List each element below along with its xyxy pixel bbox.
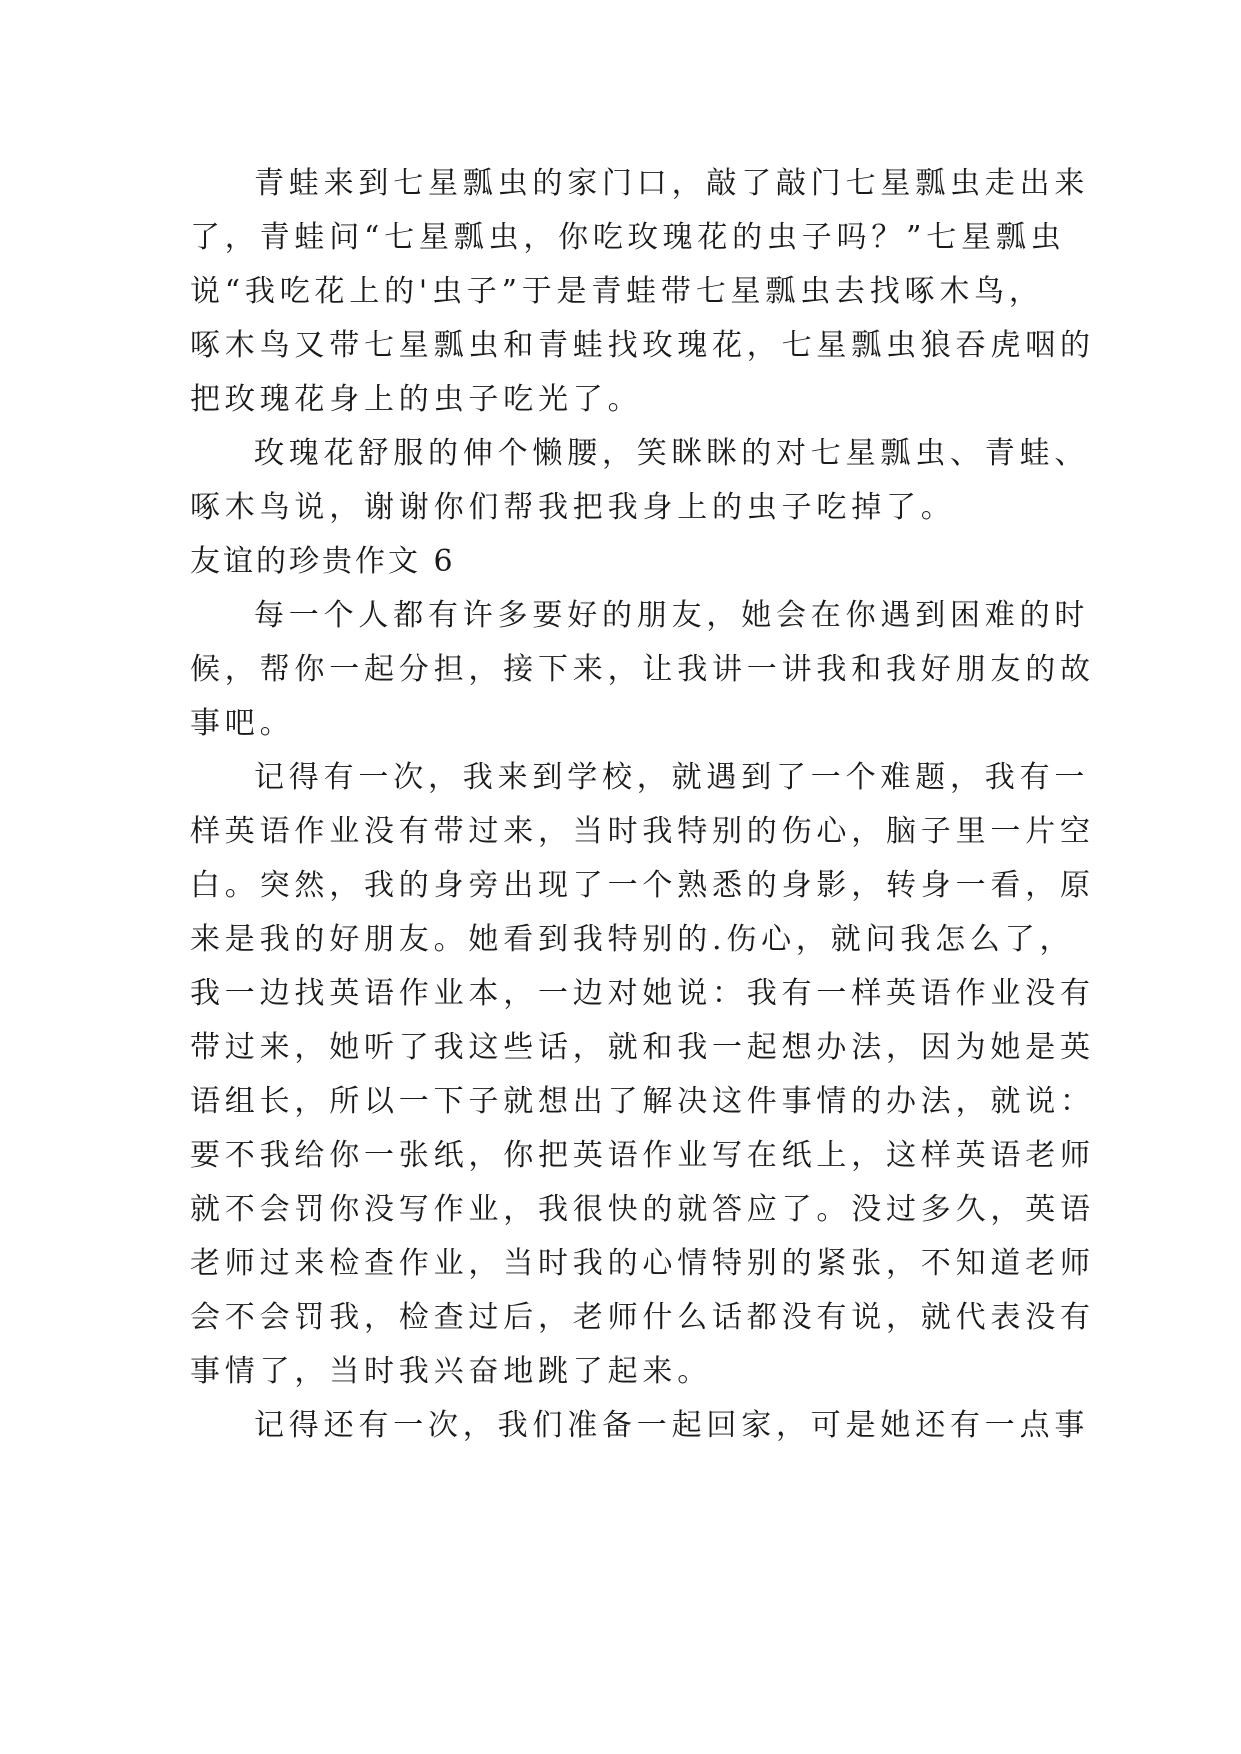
paragraph-line: 啄木鸟说，谢谢你们帮我把我身上的虫子吃掉了。 <box>190 490 956 525</box>
paragraph-line: 白。突然，我的身旁出现了一个熟悉的身影，转身一看，原 <box>190 868 1095 903</box>
paragraph-line: 记得有一次，我来到学校，就遇到了一个难题，我有一 <box>254 760 1090 795</box>
paragraph-line: 带过来，她听了我这些话，就和我一起想办法，因为她是英 <box>190 1030 1095 1065</box>
paragraph-line: 事吧。 <box>190 706 295 741</box>
paragraph-line: 把玫瑰花身上的虫子吃光了。 <box>190 382 643 417</box>
paragraph-line: 就不会罚你没写作业，我很快的就答应了。没过多久，英语 <box>190 1192 1095 1227</box>
paragraph-line: 我一边找英语作业本，一边对她说：我有一样英语作业没有 <box>190 976 1095 1011</box>
paragraph-line: 每一个人都有许多要好的朋友，她会在你遇到困难的时 <box>254 598 1090 633</box>
paragraph-line: 青蛙来到七星瓢虫的家门口，敲了敲门七星瓢虫走出来 <box>254 166 1090 201</box>
paragraph-line: 事情了，当时我兴奋地跳了起来。 <box>190 1354 712 1389</box>
paragraph-line: 老师过来检查作业，当时我的心情特别的紧张，不知道老师 <box>190 1246 1095 1281</box>
paragraph-line: 记得还有一次，我们准备一起回家，可是她还有一点事 <box>254 1408 1090 1443</box>
paragraph-line: 了，青蛙问“七星瓢虫，你吃玫瑰花的虫子吗？”七星瓢虫 <box>190 220 1066 255</box>
section-heading: 友谊的珍贵作文 6 <box>190 544 456 579</box>
paragraph-line: 样英语作业没有带过来，当时我特别的伤心，脑子里一片空 <box>190 814 1095 849</box>
paragraph-line: 说“我吃花上的'虫子”于是青蛙带七星瓢虫去找啄木鸟， <box>190 274 1044 309</box>
paragraph-line: 玫瑰花舒服的伸个懒腰，笑眯眯的对七星瓢虫、青蛙、 <box>254 436 1090 471</box>
paragraph-line: 啄木鸟又带七星瓢虫和青蛙找玫瑰花，七星瓢虫狼吞虎咽的 <box>190 328 1095 363</box>
paragraph-line: 候，帮你一起分担，接下来，让我讲一讲我和我好朋友的故 <box>190 652 1095 687</box>
paragraph-line: 会不会罚我，检查过后，老师什么话都没有说，就代表没有 <box>190 1300 1095 1335</box>
paragraph-line: 要不我给你一张纸，你把英语作业写在纸上，这样英语老师 <box>190 1138 1095 1173</box>
paragraph-line: 来是我的好朋友。她看到我特别的.伤心，就问我怎么了， <box>190 922 1075 957</box>
paragraph-line: 语组长，所以一下子就想出了解决这件事情的办法，就说： <box>190 1084 1095 1119</box>
